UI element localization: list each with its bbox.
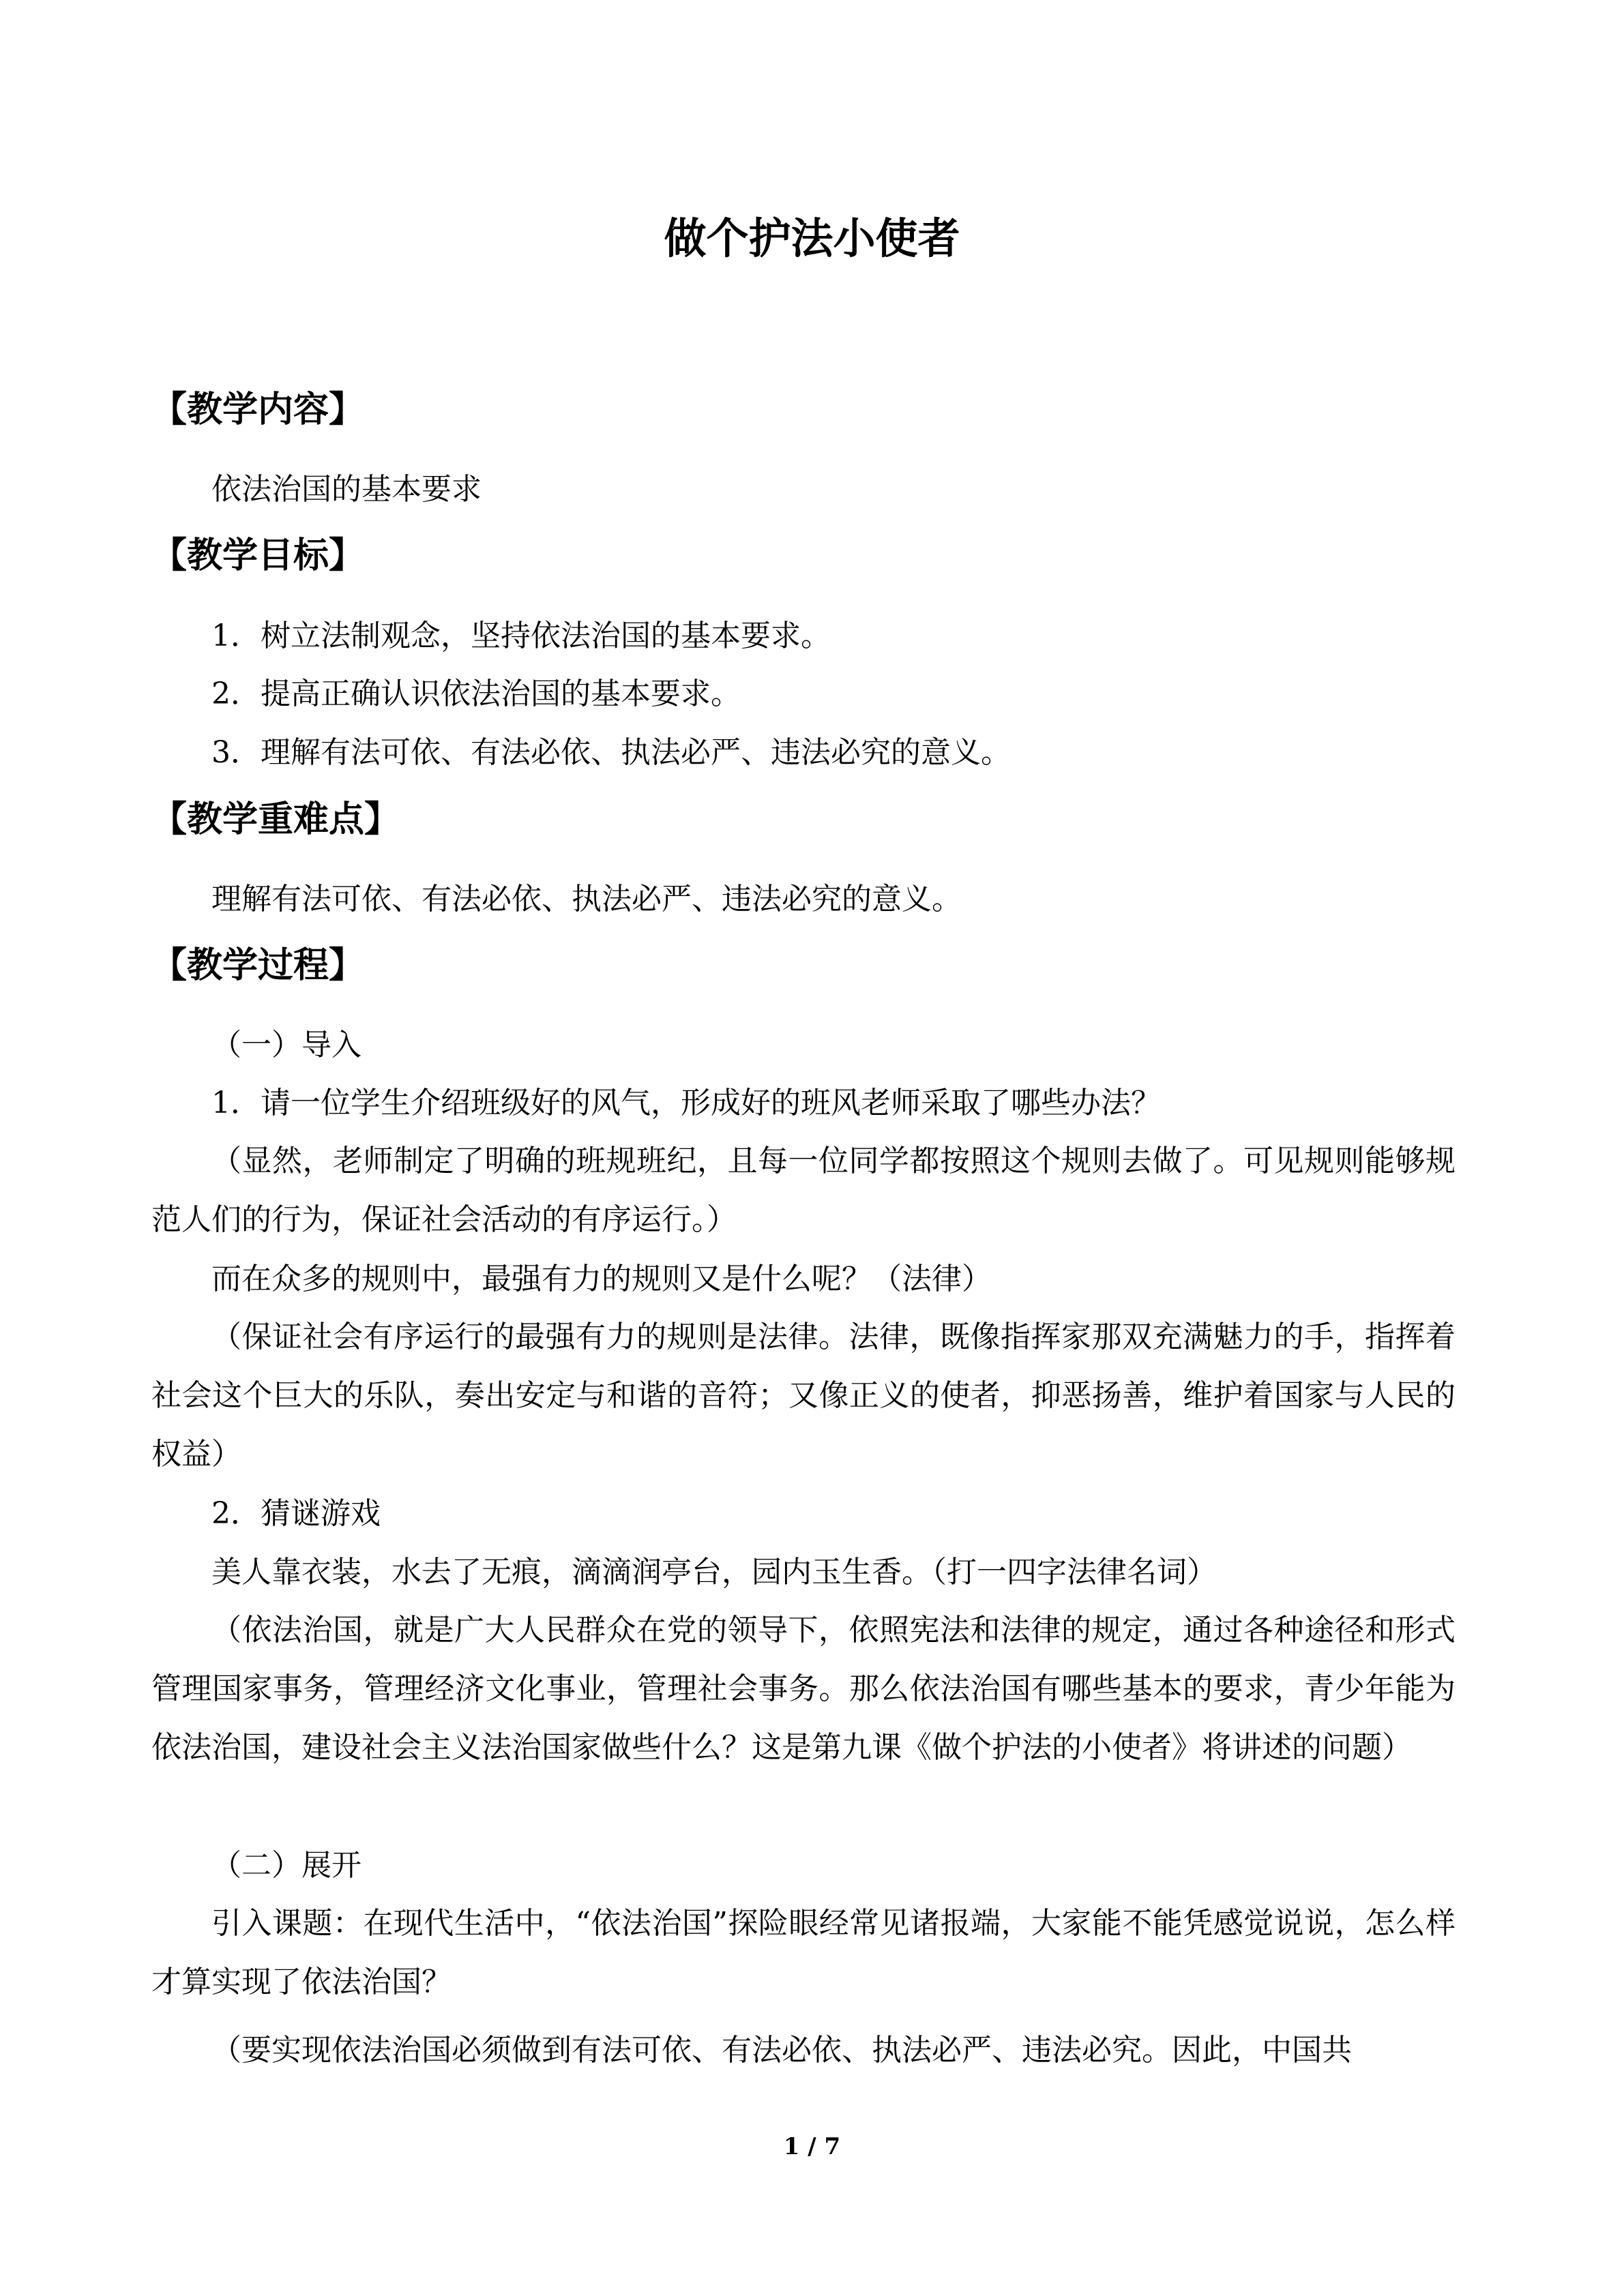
heading-process: 【教学过程】 (151, 944, 365, 986)
process-answer-1: （显然，老师制定了明确的班规班纪，且每一位同学都按照这个规则去做了。可见规则能够规范人们的行为，保证社会活动的有序运行。） (151, 1144, 1456, 1237)
goal-item-3: 3．理解有法可依、有法必依、执法必严、违法必究的意义。 (211, 735, 1011, 770)
process-answer-2: （依法治国，就是广大人民群众在党的领导下，依照宪法和法律的规定，通过各种途径和形式管理国家事务，管理经济文化事业，管理社会事务。那么依法治国有哪些基本的要求，青少年能为依法治国，建设社会主义法治国家做些什么？这是第九课《做个护法的小使者》将讲述的问题） (151, 1613, 1456, 1765)
process-part-1: （一）导入 (211, 1028, 361, 1062)
content-text: 依法治国的基本要求 (211, 472, 482, 507)
goal-item-1: 1．树立法制观念，坚持依法治国的基本要求。 (211, 618, 831, 653)
heading-content: 【教学内容】 (151, 389, 365, 430)
document-title: 做个护法小使者 (664, 213, 960, 263)
goal-item-2: 2．提高正确认识依法治国的基本要求。 (211, 676, 741, 711)
page-number: 1 / 7 (783, 2133, 841, 2160)
heading-key-points: 【教学重难点】 (151, 799, 400, 840)
riddle-text: 美人靠衣装，水去了无痕，滴滴润亭台，园内玉生香。（打一四字法律名词） (211, 1555, 1217, 1590)
heading-goals: 【教学目标】 (151, 535, 365, 576)
key-points-text: 理解有法可依、有法必依、执法必严、违法必究的意义。 (211, 882, 962, 916)
process-answer-3: （要实现依法治国必须做到有法可依、有法必依、执法必严、违法必究。因此，中国共 (211, 2033, 1352, 2068)
process-part-2: （二）展开 (211, 1848, 361, 1883)
process-question-1: 1．请一位学生介绍班级好的风气，形成好的班风老师采取了哪些办法？ (211, 1086, 1161, 1120)
process-question-1b: 而在众多的规则中，最强有力的规则又是什么呢？（法律） (211, 1262, 992, 1296)
process-question-2: 2．猜谜游戏 (211, 1496, 381, 1531)
process-intro: 引入课题：在现代生活中，“依法治国”探险眼经常见诸报端，大家能不能凭感觉说说，怎么样才算实现了依法治国？ (151, 1906, 1456, 1999)
process-answer-1b: （保证社会有序运行的最强有力的规则是法律。法律，既像指挥家那双充满魅力的手，指挥着社会这个巨大的乐队，奏出安定与和谐的音符；又像正义的使者，抑恶扬善，维护着国家与人民的权益） (151, 1320, 1456, 1472)
